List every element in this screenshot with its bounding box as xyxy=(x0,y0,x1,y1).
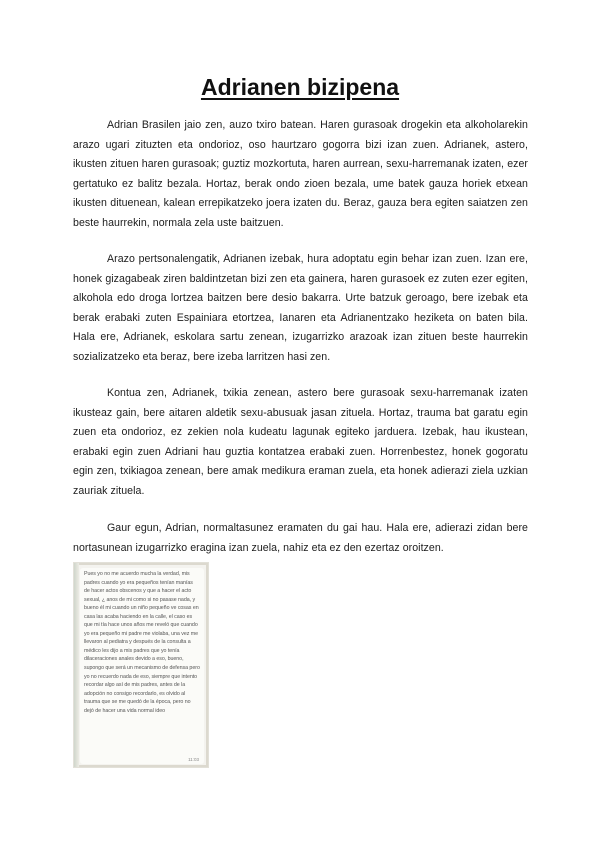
chat-message-screenshot xyxy=(73,562,209,768)
paragraph-3 xyxy=(73,384,528,502)
paragraph-4 xyxy=(73,519,528,558)
paragraph-4-text: Gaur egun, Adrian, normaltasunez eramaten du gai hau. Hala ere, adierazi zidan bere nortasunean izugarrizko eragina izan zuela, nahiz eta ez den ezertaz oroitzen. xyxy=(73,522,528,554)
paragraph-3-text: Kontua zen, Adrianek, txikia zenean, astero bere gurasoak sexu-harremanak izaten ikusteaz gain, bere aitaren aldetik sexu-abusuak jasan zituela. Hortaz, trauma bat garatu egin zuen eta ondorioz, ez zekien nola kudeatu lagunak egiteko jarduera. Izebak, hau ikustean, erabaki egin zuen Adriani hau guztia kontatzea erabaki zuen. Horrenbestez, honek gogoratu egin zen, txikiagoa zenean, bere amak medikura eraman zuela, eta honek adierazi ziela uzkian zauriak zituela. xyxy=(73,387,528,497)
chat-background-edge xyxy=(74,563,79,767)
chat-message-text: Pues yo no me acuerdo mucha la verdad, mis padres cuando yo era pequeños tenían manías de hacer actos obscenos y que a hacer el acto sexual, ¿ anos de mi como si no pasase nada, y bueno él mi cuando un niño pequeño ve cosas en casa las acaba haciendo en la calle, el caso es que mi tía hace unos años me reveló que cuando yo era pequeño mi padre me violaba, una vez me llevaron al pediatra y después de la consulta a médico les dijo a mis padres que yo tenía dilaceraciones anales devido a eso, bueno, supongo que será un mecanismo de defensa pero yo no recuerdo nada de eso, siempre que intento recordar algo así de mis padres, antes de la adopción no consigo recordarlo, es olvido al trauma que se me quedó de la época, pero no dejó de hacer una vida normal ideo xyxy=(84,571,200,714)
page-title: Adrianen bizipena xyxy=(200,74,400,100)
paragraph-2 xyxy=(73,250,528,368)
chat-bubble xyxy=(80,568,204,764)
paragraph-2-text: Arazo pertsonalengatik, Adrianen izebak, hura adoptatu egin behar izan zuen. Izan ere, honek gizagabeak ziren baldintzetan bizi zen eta gainera, haren gurasoek ez zuten ezer egiten, alkohola edo droga lortzea baitzen bere desio bakarra. Urte batzuk geroago, bere izebak eta berak erabaki zuten Espainiara etortzea, Ianaren eta Adrianentzako heziketa on baten bila. Hala ere, Adrianek, eskolara sartu zenean, izugarrizko arazoak izan zituen beste haurrekin sozializatzeko eta beraz, bere izeba larritzen hasi zen. xyxy=(73,253,528,363)
paragraph-1 xyxy=(73,116,528,234)
chat-timestamp: 11:03 xyxy=(188,757,199,762)
paragraph-1-text: Adrian Brasilen jaio zen, auzo txiro batean. Haren gurasoak drogekin eta alkoholarekin arazo ugari zituzten eta ondorioz, oso haurtzaro gogorra bizi izan zuen. Adrianek, astero, ikusten zituen haren gurasoak; guztiz mozkortuta, haren aurrean, sexu-harremanak izaten, ezer gertatuko ez balitz bezala. Hortaz, berak ondo zioen bezala, ume batek gauza horiek etxean ikusten dituenean, kalean errepikatzeko joera izaten du. Beraz, gauza bera egiten saiatzen zen beste haurrekin, normala zela uste baitzuen. xyxy=(73,119,528,229)
